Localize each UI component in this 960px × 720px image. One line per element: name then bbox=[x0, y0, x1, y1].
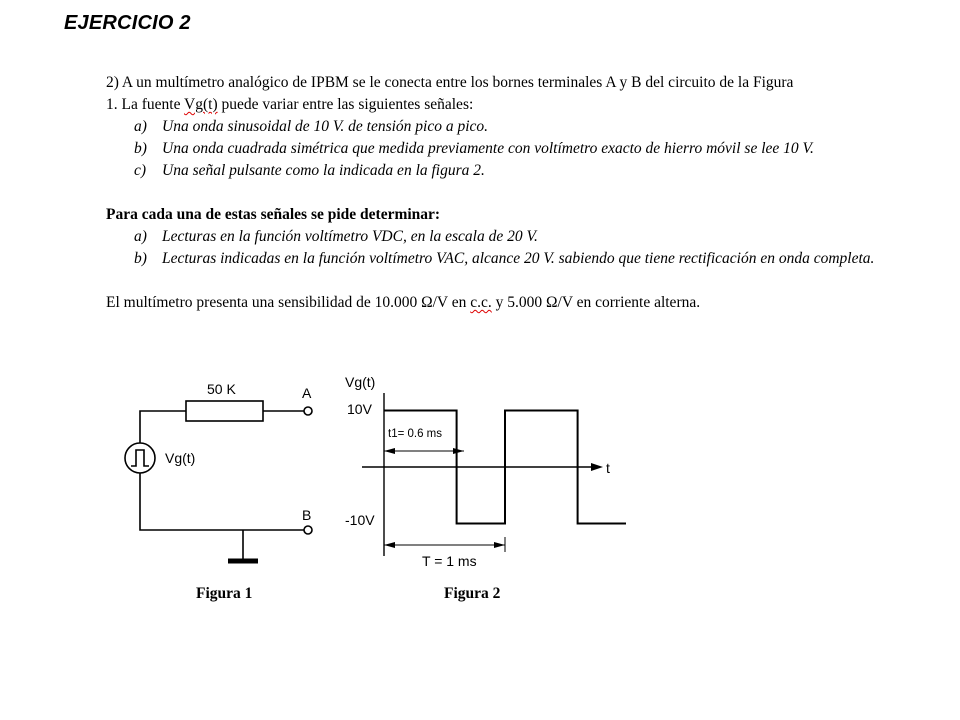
task-label: b) bbox=[134, 250, 147, 267]
task-heading: Para cada una de estas señales se pide determinar: bbox=[106, 206, 441, 223]
signal-label: b) bbox=[134, 140, 147, 157]
circuit-wire-top bbox=[140, 411, 186, 443]
figure-1-circuit bbox=[125, 401, 312, 561]
task-text: Lecturas indicadas en la función voltímetro VAC, alcance 20 V. sabiendo que tiene rectificación en onda completa. bbox=[162, 250, 875, 267]
t1-label: t1= 0.6 ms bbox=[388, 428, 443, 440]
task-label: a) bbox=[134, 228, 147, 245]
period-arrow-left-icon bbox=[384, 542, 395, 548]
period-label: T = 1 ms bbox=[422, 553, 477, 569]
terminal-a-label: A bbox=[302, 385, 312, 401]
terminal-a-node bbox=[304, 407, 312, 415]
intro-vg: Vg(t) bbox=[184, 96, 218, 113]
t1-arrow-left-icon bbox=[384, 448, 395, 454]
resistor bbox=[186, 401, 263, 421]
t1-arrow-right-icon bbox=[453, 448, 464, 454]
terminal-b-node bbox=[304, 526, 312, 534]
signal-label: c) bbox=[134, 162, 147, 179]
t-axis-arrow-icon bbox=[591, 463, 603, 471]
voltage-source bbox=[125, 443, 155, 473]
resistor-label: 50 K bbox=[207, 381, 236, 397]
circuit-wire-bottom bbox=[140, 473, 304, 530]
intro-line-2-pre: 1. La fuente bbox=[106, 96, 185, 113]
signal-text: Una onda cuadrada simétrica que medida previamente con voltímetro exacto de hierro móvil se lee 10 V. bbox=[162, 140, 814, 157]
sensitivity-cc: c.c. bbox=[470, 294, 492, 311]
task-text: Lecturas en la función voltímetro VDC, en la escala de 20 V. bbox=[162, 228, 538, 245]
sensitivity-post: y 5.000 Ω/V en corriente alterna. bbox=[491, 294, 701, 311]
signal-text: Una señal pulsante como la indicada en la figura 2. bbox=[162, 162, 485, 179]
signal-text: Una onda sinusoidal de 10 V. de tensión pico a pico. bbox=[162, 118, 489, 135]
exercise-title: EJERCICIO 2 bbox=[64, 12, 191, 34]
t-axis-label: t bbox=[606, 460, 610, 476]
sensitivity-pre: El multímetro presenta una sensibilidad de 10.000 Ω/V en bbox=[106, 294, 471, 311]
figure-2-caption: Figura 2 bbox=[444, 585, 501, 602]
figure-2-plot bbox=[362, 393, 626, 556]
terminal-b-label: B bbox=[302, 507, 312, 523]
y-axis-label: Vg(t) bbox=[345, 374, 376, 390]
figure-1-caption: Figura 1 bbox=[196, 585, 253, 602]
source-label: Vg(t) bbox=[165, 450, 196, 466]
intro-line-2-post: puede variar entre las siguientes señales: bbox=[217, 96, 474, 113]
period-arrow-right-icon bbox=[494, 542, 505, 548]
low-level-label: -10V bbox=[345, 512, 375, 528]
high-level-label: 10V bbox=[347, 401, 372, 417]
signal-label: a) bbox=[134, 118, 147, 135]
intro-line-1: 2) A un multímetro analógico de IPBM se le conecta entre los bornes terminales A y B del circuito de la Figura bbox=[106, 74, 794, 91]
